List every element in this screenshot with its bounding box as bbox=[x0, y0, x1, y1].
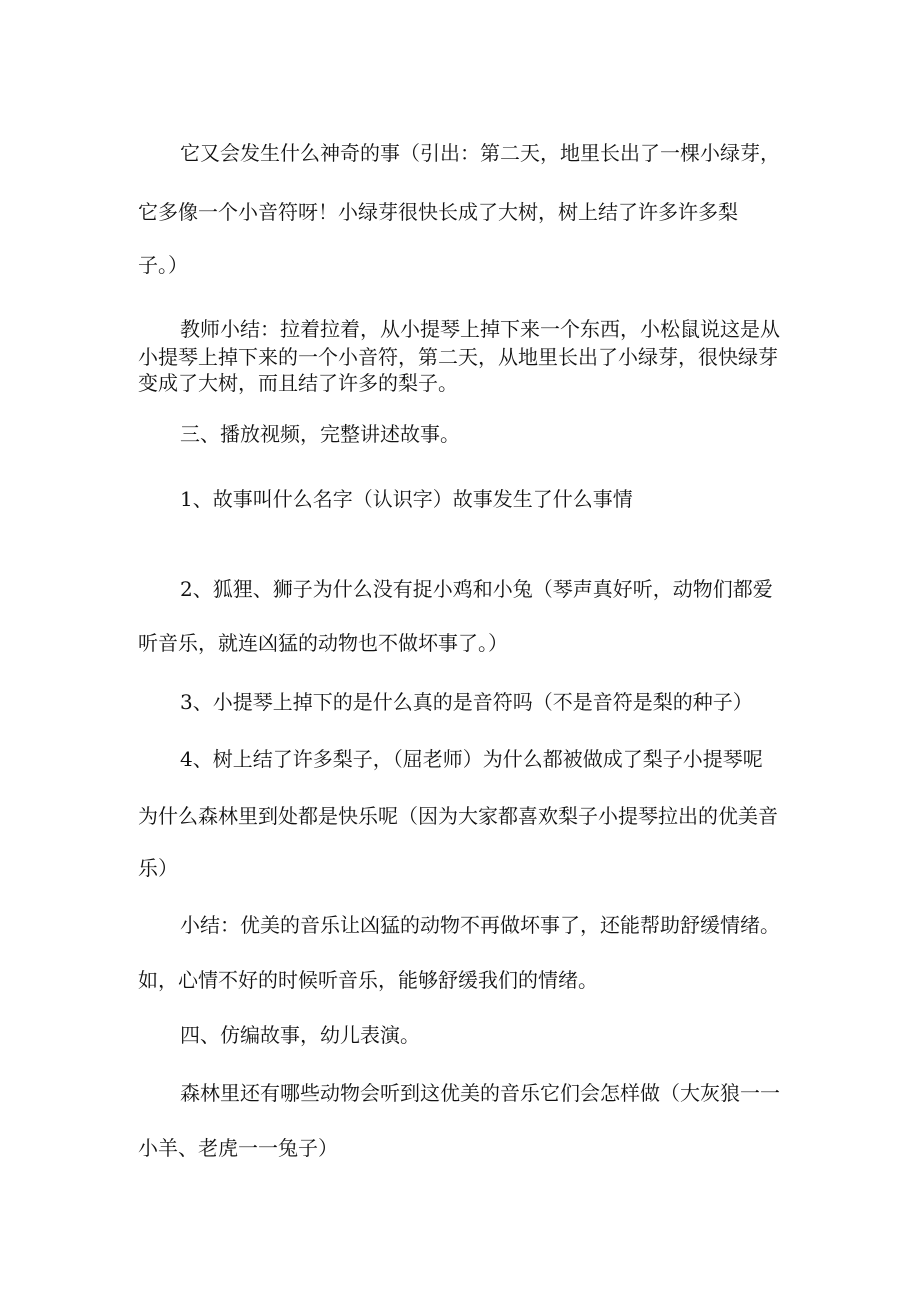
paragraph-line: 变成了大树，而且结了许多的梨子。 bbox=[138, 371, 458, 395]
paragraph-line: 如，心情不好的时候听音乐，能够舒缓我们的情绪。 bbox=[138, 968, 598, 992]
summary-line: 小结：优美的音乐让凶猛的动物不再做坏事了，还能帮助舒缓情绪。 bbox=[180, 913, 780, 937]
paragraph-line: 小提琴上掉下来的一个小音符，第二天，从地里长出了小绿芽，很快绿芽 bbox=[138, 345, 778, 369]
paragraph-line: 乐） bbox=[138, 856, 178, 880]
paragraph-line: 子。） bbox=[138, 253, 188, 277]
list-item: 3、小提琴上掉下的是什么真的是音符吗（不是音符是梨的种子） bbox=[180, 690, 753, 714]
paragraph-line: 教师小结：拉着拉着，从小提琴上掉下来一个东西，小松鼠说这是从 bbox=[180, 317, 780, 341]
section-heading: 三、播放视频，完整讲述故事。 bbox=[180, 422, 460, 446]
list-item: 1、故事叫什么名字（认识字）故事发生了什么事情 bbox=[180, 487, 633, 511]
paragraph-line: 它多像一个小音符呀！小绿芽很快长成了大树，树上结了许多许多梨 bbox=[138, 200, 738, 224]
paragraph-line: 森林里还有哪些动物会听到这优美的音乐它们会怎样做（大灰狼一一 bbox=[180, 1081, 780, 1105]
list-item: 2、狐狸、狮子为什么没有捉小鸡和小兔（琴声真好听，动物们都爱 bbox=[180, 577, 773, 601]
paragraph-line: 为什么森林里到处都是快乐呢（因为大家都喜欢梨子小提琴拉出的优美音 bbox=[138, 804, 778, 828]
paragraph-line: 听音乐，就连凶猛的动物也不做坏事了。） bbox=[138, 631, 508, 655]
section-heading: 四、仿编故事，幼儿表演。 bbox=[180, 1023, 420, 1047]
paragraph-line: 它又会发生什么神奇的事（引出：第二天，地里长出了一棵小绿芽， bbox=[180, 141, 780, 165]
list-item: 4、树上结了许多梨子，（屈老师）为什么都被做成了梨子小提琴呢 bbox=[180, 747, 763, 771]
paragraph-line: 小羊、老虎一一兔子） bbox=[138, 1136, 338, 1160]
